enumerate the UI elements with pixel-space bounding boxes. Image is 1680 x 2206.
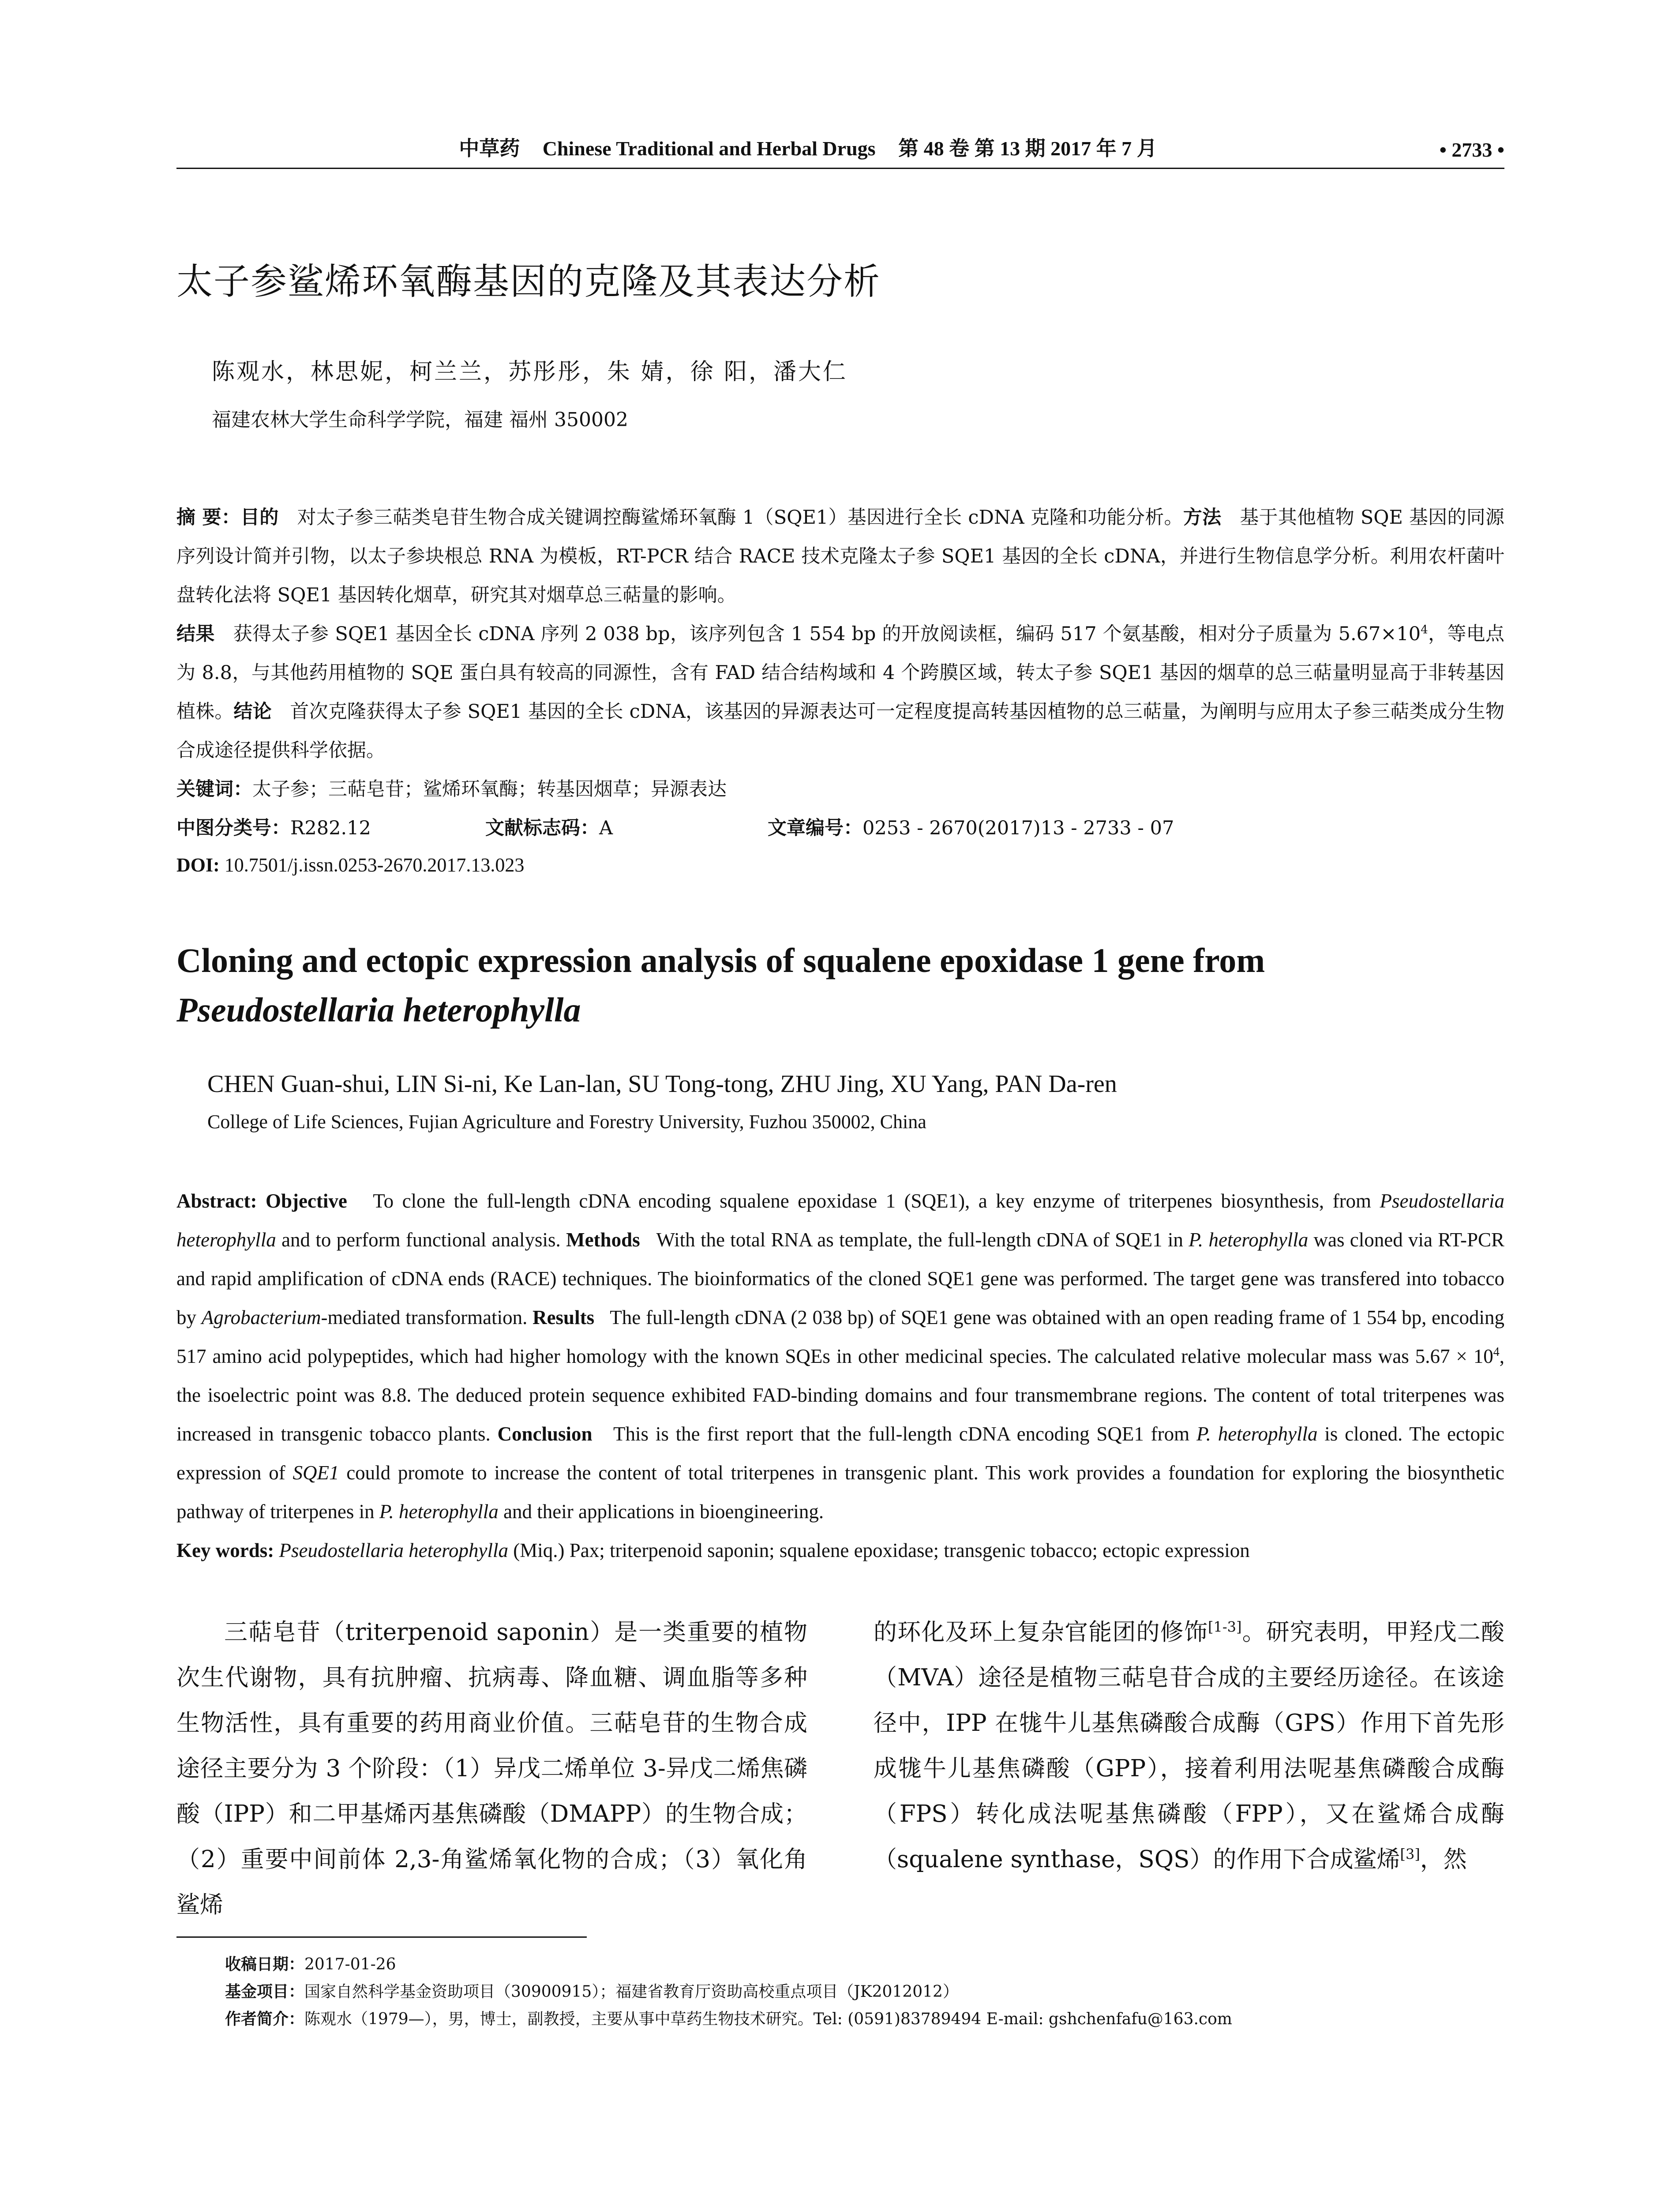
body-left-column xyxy=(176,1609,807,1928)
objective-en-a: To clone the full-length cDNA encoding squalene epoxidase 1 (SQE1), a key enzyme of triterpenes biosynthesis, from xyxy=(373,1190,1380,1212)
article-number-label: 文章编号： xyxy=(768,817,862,839)
article-number-value: 0253 - 2670(2017)13 - 2733 - 07 xyxy=(862,817,1174,839)
citation-3: [3] xyxy=(1400,1846,1420,1863)
abstract-en xyxy=(176,1182,1504,1531)
keywords-en-species: Pseudostellaria heterophylla xyxy=(279,1539,508,1561)
journal-name-en: Chinese Traditional and Herbal Drugs xyxy=(542,137,876,160)
clc-value: R282.12 xyxy=(290,817,371,839)
conclusion-en-b: is cloned. The ectopic expression of xyxy=(176,1423,1504,1484)
fund-label: 基金项目： xyxy=(225,1983,305,2001)
title-cn: 太子参鲨烯环氧酶基因的克隆及其表达分析 xyxy=(176,261,881,303)
doi-value: 10.7501/j.issn.0253-2670.2017.13.023 xyxy=(224,854,525,876)
results-cn-a: 获得太子参 SQE1 基因全长 cDNA 序列 2 038 bp，该序列包含 1 554 bp 的开放阅读框，编码 517 个氨基酸，相对分子质量为 5.67×10 xyxy=(233,623,1421,645)
author-bio-text: 陈观水（1979—），男，博士，副教授，主要从事中草药生物技术研究。Tel: (0591)83789494 E-mail: gshchenfafu@163.com xyxy=(304,2010,1232,2028)
title-en xyxy=(176,936,1504,1035)
classification-row xyxy=(176,809,1504,848)
methods-en-a: With the total RNA as template, the full-length cDNA of SQE1 in xyxy=(656,1229,1189,1251)
methods-en-species: P. heterophylla xyxy=(1189,1229,1309,1251)
objective-en-b: and to perform functional analysis. xyxy=(276,1229,566,1251)
affiliation-cn: 福建农林大学生命科学学院，福建 福州 350002 xyxy=(212,409,628,431)
conclusion-cn: 首次克隆获得太子参 SQE1 基因的全长 cDNA，该基因的异源表达可一定程度提高转基因植物的总三萜量，为阐明与应用太子参三萜类成分生物合成途径提供科学依据。 xyxy=(176,701,1505,762)
conclusion-en-a: This is the first report that the full-length cDNA encoding SQE1 from xyxy=(613,1423,1196,1445)
title-en-main: Cloning and ectopic expression analysis of squalene epoxidase 1 gene from xyxy=(176,941,1265,979)
body-left-text: 三萜皂苷（triterpenoid saponin）是一类重要的植物次生代谢物，具有抗肿瘤、抗病毒、降血糖、调血脂等多种生物活性，具有重要的药用商业价值。三萜皂苷的生物合成途径主要分为 3 个阶段：（1）异戊二烯单位 3-异戊二烯焦磷酸（IPP）和二甲基烯丙基焦磷酸（DMAPP）的生物合成；（2）重要中间前体 2,3-角鲨烯氧化物的合成；（3）氧化角鲨烯 xyxy=(176,1619,807,1918)
page-number: • 2733 • xyxy=(1439,139,1504,161)
authors-en: CHEN Guan-shui, LIN Si-ni, Ke Lan-lan, SU Tong-tong, ZHU Jing, XU Yang, PAN Da-ren xyxy=(207,1070,1117,1098)
conclusion-en-label: Conclusion xyxy=(497,1423,592,1445)
body-right-b: 。研究表明，甲羟戊二酸（MVA）途径是植物三萜皂苷合成的主要经历途径。在该途径中，IPP 在牻牛儿基焦磷酸合成酶（GPS）作用下首先形成牻牛儿基焦磷酸（GPP），接着利用法呢基焦磷酸合成酶（FPS）转化成法呢基焦磷酸（FPP），又在鲨烯合成酶（squalene synthase，SQS）的作用下合成鲨烯 xyxy=(874,1619,1505,1873)
received-label: 收稿日期： xyxy=(225,1955,305,1973)
running-header xyxy=(176,132,1504,169)
conclusion-en-c: could promote to increase the content of total triterpenes in transgenic plant. This work provides a foundation for exploring the biosynthetic pathway of triterpenes in xyxy=(176,1462,1504,1523)
doc-code-value: A xyxy=(599,817,613,839)
title-en-species: Pseudostellaria heterophylla xyxy=(176,990,581,1029)
objective-en-label: Objective xyxy=(265,1190,347,1212)
keywords-cn xyxy=(176,770,1504,809)
keywords-cn-label: 关键词： xyxy=(176,778,252,800)
article-number-group xyxy=(768,809,1174,848)
body-right-column xyxy=(874,1609,1504,1928)
footnote-received xyxy=(225,1951,1504,1978)
footnote-divider xyxy=(176,1936,587,1938)
keywords-cn-text: 太子参；三萜皂苷；鲨烯环氧酶；转基因烟草；异源表达 xyxy=(252,778,727,800)
journal-name-cn: 中草药 xyxy=(459,136,520,160)
methods-cn-label: 方法 xyxy=(1183,506,1222,529)
citation-1-3: [1-3] xyxy=(1208,1618,1242,1636)
abstract-cn xyxy=(176,498,1504,770)
body-right-a: 的环化及环上复杂官能团的修饰 xyxy=(874,1619,1208,1646)
methods-cn: 基于其他植物 SQE 基因的同源序列设计简并引物，以太子参块根总 RNA 为模板，RT-PCR 结合 RACE 技术克隆太子参 SQE1 基因的全长 cDNA，并进行生物信息学分析。利用农杆菌叶盘转化法将 SQE1 基因转化烟草，研究其对烟草总三萜量的影响。 xyxy=(176,506,1504,606)
body-right-c: ，然 xyxy=(1420,1846,1467,1873)
footnotes xyxy=(225,1951,1504,2033)
doi-label: DOI: xyxy=(176,854,220,876)
doi-line xyxy=(176,848,1504,883)
fund-text: 国家自然科学基金资助项目（30900915）；福建省教育厅资助高校重点项目（JK2012012） xyxy=(304,1983,959,2001)
conclusion-en-gene: SQE1 xyxy=(292,1462,339,1484)
objective-en-species: Pseudostellaria heterophylla xyxy=(176,1190,1505,1251)
results-en-a: The full-length cDNA (2 038 bp) of SQE1 gene was obtained with an open reading frame of 1 554 bp, encoding 517 amino acid polypeptides, which had higher homology with the known SQEs in other medicinal species. The calculated relative molecular mass was 5.67 × 10 xyxy=(176,1306,1505,1367)
methods-en-label: Methods xyxy=(566,1229,640,1251)
objective-cn: 对太子参三萜类皂苷生物合成关键调控酶鲨烯环氧酶 1（SQE1）基因进行全长 cDNA 克隆和功能分析。 xyxy=(297,506,1183,529)
conclusion-en-species: P. heterophylla xyxy=(1196,1423,1318,1445)
results-en-sup: 4 xyxy=(1493,1345,1500,1359)
footnote-author xyxy=(225,2006,1504,2033)
doc-code-group xyxy=(485,809,768,848)
footnote-fund xyxy=(225,1978,1504,2006)
keywords-en xyxy=(176,1531,1504,1570)
received-date: 2017-01-26 xyxy=(304,1955,396,1973)
author-bio-label: 作者简介： xyxy=(225,2010,305,2028)
conclusion-en-d: and their applications in bioengineering. xyxy=(498,1501,824,1523)
results-cn-sup: 4 xyxy=(1421,623,1428,637)
methods-en-b: was cloned via RT-PCR and rapid amplification of cDNA ends (RACE) techniques. The bioinformatics of the cloned SQE1 gene was performed. The target gene was transfered into tobacco by xyxy=(176,1229,1504,1328)
keywords-en-text: (Miq.) Pax; triterpenoid saponin; squalene epoxidase; transgenic tobacco; ectopic expression xyxy=(508,1539,1250,1561)
abstract-cn-label: 摘 要： xyxy=(176,506,241,529)
results-en-label: Results xyxy=(532,1306,595,1328)
clc-group xyxy=(176,809,485,848)
results-cn-b: ，等电点为 8.8，与其他药用植物的 SQE 蛋白具有较高的同源性，含有 FAD 结合结构域和 4 个跨膜区域，转太子参 SQE1 基因的烟草的总三萜量明显高于非转基因植株。 xyxy=(176,623,1505,723)
methods-en-c: -mediated transformation. xyxy=(321,1306,533,1328)
abstract-en-label: Abstract: xyxy=(176,1190,257,1212)
doc-code-label: 文献标志码： xyxy=(485,817,599,839)
objective-cn-label: 目的 xyxy=(240,506,279,529)
authors-cn: 陈观水，林思妮，柯兰兰，苏彤彤，朱 婧，徐 阳，潘大仁 xyxy=(212,359,848,385)
methods-en-agrobacterium: Agrobacterium xyxy=(201,1306,321,1328)
clc-label: 中图分类号： xyxy=(176,817,290,839)
body-columns xyxy=(176,1609,1504,1928)
journal-info xyxy=(176,132,1440,161)
conclusion-en-species-2: P. heterophylla xyxy=(379,1501,499,1523)
results-cn-label: 结果 xyxy=(176,623,215,645)
article-page xyxy=(176,132,1504,2033)
conclusion-cn-label: 结论 xyxy=(233,701,272,723)
affiliation-en: College of Life Sciences, Fujian Agriculture and Forestry University, Fuzhou 350002, China xyxy=(207,1111,926,1133)
keywords-en-label: Key words: xyxy=(176,1539,274,1561)
results-en-b: , the isoelectric point was 8.8. The deduced protein sequence exhibited FAD-binding domains and four transmembrane regions. The content of total triterpenes was increased in transgenic tobacco plants. xyxy=(176,1345,1504,1445)
issue-info: 第 48 卷 第 13 期 2017 年 7 月 xyxy=(898,137,1157,160)
